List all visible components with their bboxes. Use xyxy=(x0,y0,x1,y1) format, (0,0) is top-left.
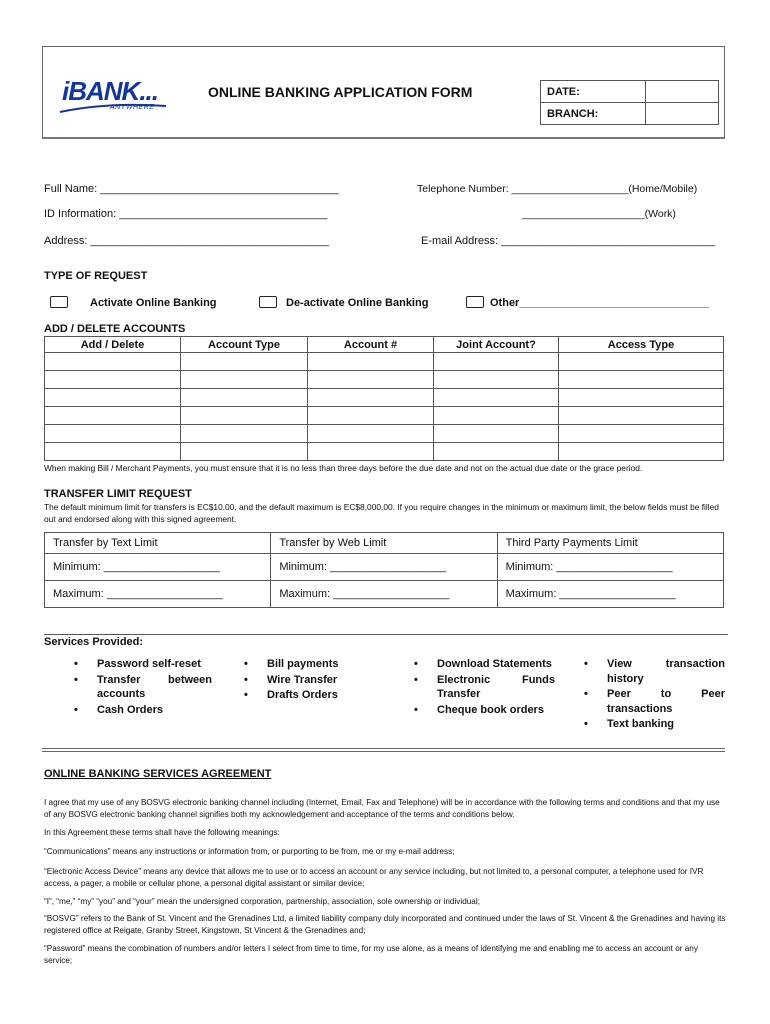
col-access-type: Access Type xyxy=(559,337,724,353)
date-label: DATE: xyxy=(541,81,646,103)
table-cell[interactable] xyxy=(308,353,434,371)
agreement-paragraph: “Password” means the combination of numbers and/or letters I select from time to time, for my use alone, as a means of identifying me and enabling me to access an account or any service; xyxy=(44,944,698,965)
table-cell[interactable] xyxy=(434,407,559,425)
deactivate-label: De-activate Online Banking xyxy=(286,297,429,309)
table-cell[interactable] xyxy=(559,389,724,407)
branch-field[interactable] xyxy=(646,103,719,125)
table-cell[interactable] xyxy=(45,443,181,461)
col-account-number: Account # xyxy=(308,337,434,353)
third-party-maximum-field[interactable]: Maximum: ___________________ xyxy=(497,581,723,608)
text-minimum-field[interactable]: Minimum: ___________________ xyxy=(45,554,271,581)
service-item: • Download Statements xyxy=(410,657,555,672)
col-account-type: Account Type xyxy=(181,337,308,353)
table-cell[interactable] xyxy=(181,443,308,461)
table-cell[interactable] xyxy=(308,443,434,461)
transfer-limit-description: The default minimum limit for transfers is EC$10.00, and the default maximum is EC$8,000.00. If you require changes in the minimum or maximum limit, the below fields must be filled out and endorsed along with this signed agreement. xyxy=(44,502,719,524)
form-title: ONLINE BANKING APPLICATION FORM xyxy=(208,84,473,100)
work-phone-field[interactable]: _____________________(Work) xyxy=(522,208,676,220)
add-delete-accounts-title: ADD / DELETE ACCOUNTS xyxy=(44,323,186,335)
table-cell[interactable] xyxy=(434,425,559,443)
service-item: • Cheque book orders xyxy=(410,703,555,718)
deactivate-checkbox[interactable] xyxy=(259,296,277,308)
limits-maximum-row xyxy=(45,581,724,608)
activate-checkbox[interactable] xyxy=(50,296,68,308)
activate-label: Activate Online Banking xyxy=(90,297,217,309)
branch-label: BRANCH: xyxy=(541,103,646,125)
service-item: • Transfer between accounts xyxy=(70,673,212,702)
other-checkbox[interactable] xyxy=(466,296,484,308)
web-limit-header: Transfer by Web Limit xyxy=(271,533,497,554)
table-cell[interactable] xyxy=(45,371,181,389)
service-item: • Cash Orders xyxy=(70,703,212,718)
table-cell[interactable] xyxy=(434,389,559,407)
services-column-3 xyxy=(410,657,555,718)
table-cell[interactable] xyxy=(181,389,308,407)
services-column-4 xyxy=(580,657,725,733)
text-limit-header: Transfer by Text Limit xyxy=(45,533,271,554)
table-cell[interactable] xyxy=(559,443,724,461)
services-column-1 xyxy=(70,657,212,718)
table-cell[interactable] xyxy=(181,371,308,389)
email-field[interactable]: E-mail Address: ___________________________________ xyxy=(421,235,716,247)
table-row xyxy=(45,353,724,371)
web-maximum-field[interactable]: Maximum: ___________________ xyxy=(271,581,497,608)
table-cell[interactable] xyxy=(308,407,434,425)
service-item: • Wire Transfer xyxy=(240,673,390,688)
transfer-limit-title: TRANSFER LIMIT REQUEST xyxy=(44,488,192,500)
service-item: • Electronic Funds Transfer xyxy=(410,673,555,702)
services-title-text: Services Provided: xyxy=(44,636,144,648)
limits-minimum-row xyxy=(45,554,724,581)
agreement-paragraph: “I”, “me,” “my” “you” and “your” mean the undersigned corporation, partnership, association, sole ownership or individual; xyxy=(44,897,480,906)
service-item: • Peer to Peer transactions xyxy=(580,687,725,716)
table-cell[interactable] xyxy=(434,443,559,461)
transfer-limits-table xyxy=(44,532,724,608)
agreement-paragraph: “Communications” means any instructions or information from, or purporting to be from, me or my e-mail address; xyxy=(44,847,455,856)
type-of-request-title: TYPE OF REQUEST xyxy=(44,270,148,282)
service-item: • Drafts Orders xyxy=(240,688,390,703)
telephone-field[interactable]: Telephone Number: ____________________(Home/Mobile) xyxy=(417,183,698,195)
agreement-paragraph: In this Agreement these terms shall have the following meanings: xyxy=(44,828,280,837)
limits-header-row xyxy=(45,533,724,554)
logo-text: iBANK... xyxy=(62,76,158,106)
date-branch-table xyxy=(540,80,719,125)
table-row xyxy=(45,407,724,425)
table-row xyxy=(45,425,724,443)
web-minimum-field[interactable]: Minimum: ___________________ xyxy=(271,554,497,581)
table-cell[interactable] xyxy=(559,371,724,389)
services-column-2 xyxy=(240,657,390,704)
logo-swoosh-icon xyxy=(58,102,168,114)
id-information-field[interactable]: ID Information: __________________________________ xyxy=(44,208,328,220)
section-divider xyxy=(42,748,725,752)
accounts-table xyxy=(44,336,724,461)
table-cell[interactable] xyxy=(434,371,559,389)
table-cell[interactable] xyxy=(308,425,434,443)
address-field[interactable]: Address: _______________________________________ xyxy=(44,235,330,247)
logo-subtitle: ANYWHERE xyxy=(110,104,155,111)
table-cell[interactable] xyxy=(308,371,434,389)
other-label[interactable]: Other_______________________________ xyxy=(490,297,709,309)
third-party-limit-header: Third Party Payments Limit xyxy=(497,533,723,554)
table-row xyxy=(45,443,724,461)
agreement-title: ONLINE BANKING SERVICES AGREEMENT xyxy=(44,768,272,780)
service-item: • Password self-reset xyxy=(70,657,212,672)
table-cell[interactable] xyxy=(559,353,724,371)
bank-logo xyxy=(62,78,172,118)
table-cell[interactable] xyxy=(45,353,181,371)
service-item: • Text banking xyxy=(580,717,725,732)
table-cell[interactable] xyxy=(308,389,434,407)
table-row xyxy=(45,389,724,407)
table-cell[interactable] xyxy=(181,425,308,443)
service-item: • Bill payments xyxy=(240,657,390,672)
agreement-paragraph: I agree that my use of any BOSVG electronic banking channel including (Internet, Email, Fax and Telephone) will be in accordance with the following terms and conditions and that my use of any BOSVG electronic banking channel signifies both my acknowledgement and acceptance of the terms and conditions below. xyxy=(44,798,720,819)
table-cell[interactable] xyxy=(45,389,181,407)
table-cell[interactable] xyxy=(559,425,724,443)
services-title xyxy=(44,634,728,648)
table-row xyxy=(45,371,724,389)
full-name-field[interactable]: Full Name: _______________________________________ xyxy=(44,183,339,195)
table-cell[interactable] xyxy=(434,353,559,371)
col-add-delete: Add / Delete xyxy=(45,337,181,353)
third-party-minimum-field[interactable]: Minimum: ___________________ xyxy=(497,554,723,581)
table-cell[interactable] xyxy=(559,407,724,425)
date-field[interactable] xyxy=(646,81,719,103)
text-maximum-field[interactable]: Maximum: ___________________ xyxy=(45,581,271,608)
table-cell[interactable] xyxy=(45,407,181,425)
accounts-header-row xyxy=(45,337,724,353)
table-cell[interactable] xyxy=(181,407,308,425)
table-cell[interactable] xyxy=(181,353,308,371)
service-item: • View transaction history xyxy=(580,657,725,686)
bill-payment-note: When making Bill / Merchant Payments, you must ensure that it is no less than three days before the due date and not on the actual due date or the grace period. xyxy=(44,463,643,473)
col-joint-account: Joint Account? xyxy=(434,337,559,353)
agreement-paragraph: “Electronic Access Device” means any device that allows me to use or to access an account or any service including, but not limited to, a personal computer, a telephone used for IVR access, a pager, a mobile or cellular phone, a personal digital assistant or similar device; xyxy=(44,867,704,888)
table-cell[interactable] xyxy=(45,425,181,443)
agreement-paragraph: “BOSVG” refers to the Bank of St. Vincent and the Grenadines Ltd, a limited liability company duly incorporated and continued under the laws of St. Vincent & the Grenadines and having its registered office at Reigate, Granby Street, Kingstown, St Vincent & the Grenadines and; xyxy=(44,914,726,935)
